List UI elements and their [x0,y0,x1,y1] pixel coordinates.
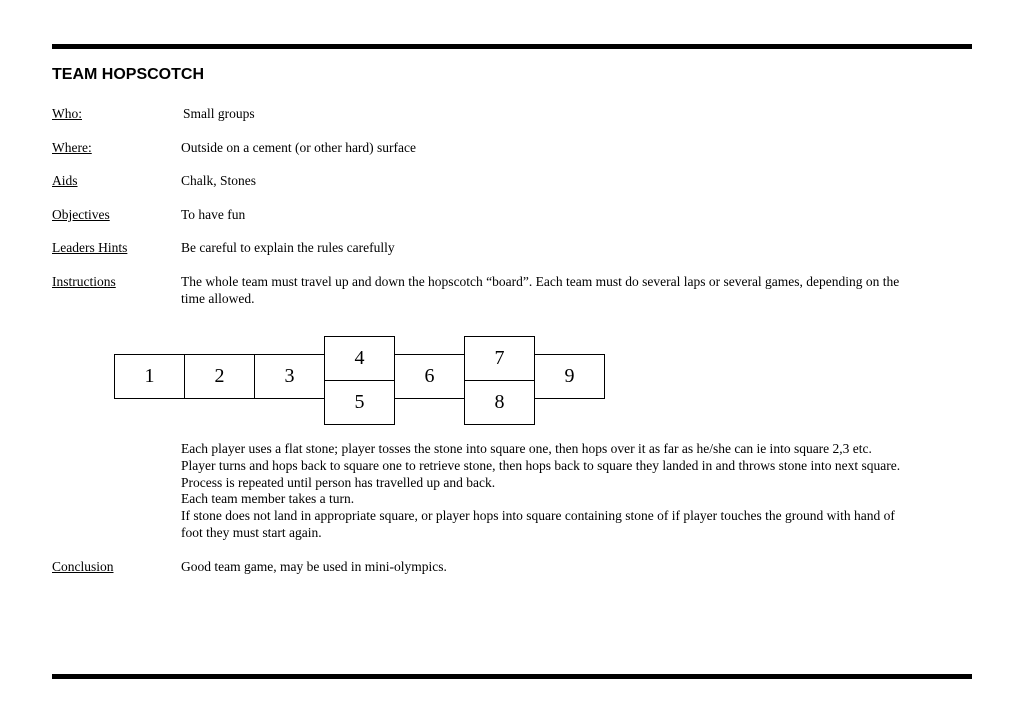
where-value: Outside on a cement (or other hard) surface [181,140,417,155]
conclusion-label: Conclusion [52,559,114,574]
where-label: Where: [52,140,92,155]
rules-line: If stone does not land in appropriate square, or player hops into square containing stone of if player touches the ground with hand of [181,508,895,524]
conclusion-value: Good team game, may be used in mini-olympics. [181,559,447,574]
rules-line: Each team member takes a turn. [181,491,355,507]
objectives-label: Objectives [52,207,110,222]
objectives-value: To have fun [181,207,246,222]
top-rule [52,44,972,49]
rules-line: Process is repeated until person has travelled up and back. [181,474,496,490]
square-6: 6 [394,354,465,399]
square-7: 7 [464,336,535,381]
rules-text [181,441,971,542]
square-9: 9 [534,354,605,399]
instructions-label: Instructions [52,274,116,289]
rules-line: Each player uses a flat stone; player tosses the stone into square one, then hops over it as far as he/she can ie into square 2,3 etc. [181,441,872,456]
aids-value: Chalk, Stones [181,173,257,188]
instructions-line-1: The whole team must travel up and down the hopscotch “board”. Each team must do several laps or several games, depending on the [181,274,900,289]
instructions-line-2: time allowed. [181,291,255,306]
who-value: Small groups [183,106,255,121]
page-title: TEAM HOPSCOTCH [52,66,204,83]
who-label: Who: [52,106,82,121]
leaders-hints-label: Leaders Hints [52,240,128,255]
rules-line: Player turns and hops back to square one to retrieve stone, then hops back to square they landed in and throws stone into next square. [181,457,901,473]
square-2: 2 [184,354,255,399]
square-8: 8 [464,380,535,425]
square-4: 4 [324,336,395,381]
square-5: 5 [324,380,395,425]
square-3: 3 [254,354,325,399]
leaders-hints-value: Be careful to explain the rules carefully [181,240,395,255]
bottom-rule [52,674,972,679]
square-1: 1 [114,354,185,399]
aids-label: Aids [52,173,78,188]
instructions-value [181,273,961,307]
rules-line: foot they must start again. [181,524,322,540]
